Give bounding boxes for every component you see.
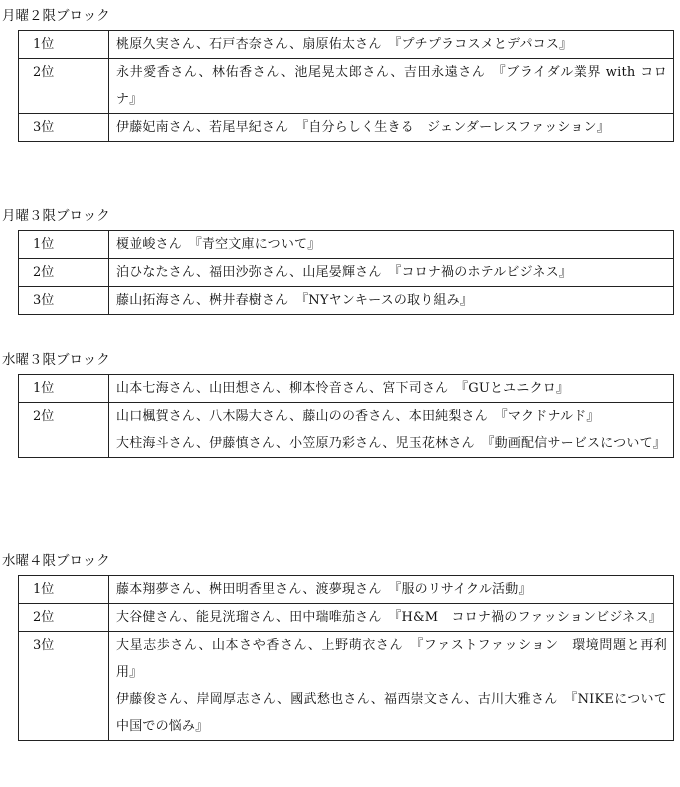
table-row <box>19 375 674 403</box>
table-row <box>19 604 674 632</box>
ranking-table <box>18 374 674 458</box>
entry-text: 藤本翔夢さん、桝田明香里さん、渡夢現さん 『服のリサイクル活動』 <box>116 582 532 597</box>
ranking-table <box>18 30 674 142</box>
rank-cell: 1位 <box>19 375 109 403</box>
entry-cell <box>109 31 674 59</box>
entry-text: 泊ひなたさん、福田沙弥さん、山尾晏輝さん 『コロナ禍のホテルビジネス』 <box>116 265 573 280</box>
rank-cell: 2位 <box>19 259 109 287</box>
table-row <box>19 231 674 259</box>
entry-text: 伊藤俊さん、岸岡厚志さん、國武愁也さん、福西崇文さん、古川大雅さん 『NIKEについて 中国での悩み』 <box>116 692 680 734</box>
table-row <box>19 287 674 315</box>
entry-cell <box>109 375 674 403</box>
entry-text: 山口楓賀さん、八木陽大さん、藤山のの香さん、本田純梨さん 『マクドナルド』 <box>116 409 600 424</box>
table-row <box>19 403 674 458</box>
entry-cell <box>109 114 674 142</box>
entry-text: 桃原久実さん、石戸杏奈さん、扇原佑太さん 『プチプラコスメとデパコス』 <box>116 37 573 52</box>
entry-text: 山本七海さん、山田想さん、柳本怜音さん、宮下司さん 『GUとユニクロ』 <box>116 381 570 396</box>
rank-cell: 2位 <box>19 59 109 114</box>
entry-cell <box>109 259 674 287</box>
rank-cell: 3位 <box>19 632 109 741</box>
table-row <box>19 632 674 741</box>
block-title: 水曜３限ブロック <box>2 352 110 368</box>
rank-cell: 1位 <box>19 576 109 604</box>
entry-cell <box>109 59 674 114</box>
rank-cell: 2位 <box>19 604 109 632</box>
entry-text: 榎並峻さん 『青空文庫について』 <box>116 237 321 252</box>
block-title: 月曜３限ブロック <box>2 208 110 224</box>
entry-cell <box>109 231 674 259</box>
rank-cell: 1位 <box>19 31 109 59</box>
rank-cell: 2位 <box>19 403 109 458</box>
entry-cell <box>109 632 680 741</box>
entry-text: 藤山拓海さん、桝井春樹さん 『NYヤンキースの取り組み』 <box>116 293 474 308</box>
table-row <box>19 259 674 287</box>
entry-text: 永井愛香さん、林佑香さん、池尾晃太郎さん、吉田永遠さん 『ブライダル業界 with コロナ』 <box>116 65 667 107</box>
rank-cell: 3位 <box>19 287 109 315</box>
entry-cell <box>109 403 674 458</box>
block-title: 月曜２限ブロック <box>2 8 110 24</box>
block-title: 水曜４限ブロック <box>2 553 110 569</box>
table-row <box>19 31 674 59</box>
entry-text: 大柱海斗さん、伊藤慎さん、小笠原乃彩さん、児玉花林さん 『動画配信サービスについて』 <box>116 436 666 451</box>
entry-cell <box>109 287 674 315</box>
ranking-table <box>18 575 680 741</box>
rank-cell: 1位 <box>19 231 109 259</box>
entry-cell <box>109 576 674 604</box>
table-row <box>19 59 674 114</box>
entry-text: 伊藤妃南さん、若尾早紀さん 『自分らしく生きる ジェンダーレスファッション』 <box>116 120 610 135</box>
table-row <box>19 114 674 142</box>
rank-cell: 3位 <box>19 114 109 142</box>
entry-cell <box>109 604 674 632</box>
entry-text: 大谷健さん、能見洸瑠さん、田中瑞唯茄さん 『H&M コロナ禍のファッションビジネス』 <box>116 610 662 625</box>
ranking-table <box>18 230 674 315</box>
table-row <box>19 576 674 604</box>
entry-text: 大星志歩さん、山本さや香さん、上野萌衣さん 『ファストファッション 環境問題と再利用』 <box>116 638 667 680</box>
